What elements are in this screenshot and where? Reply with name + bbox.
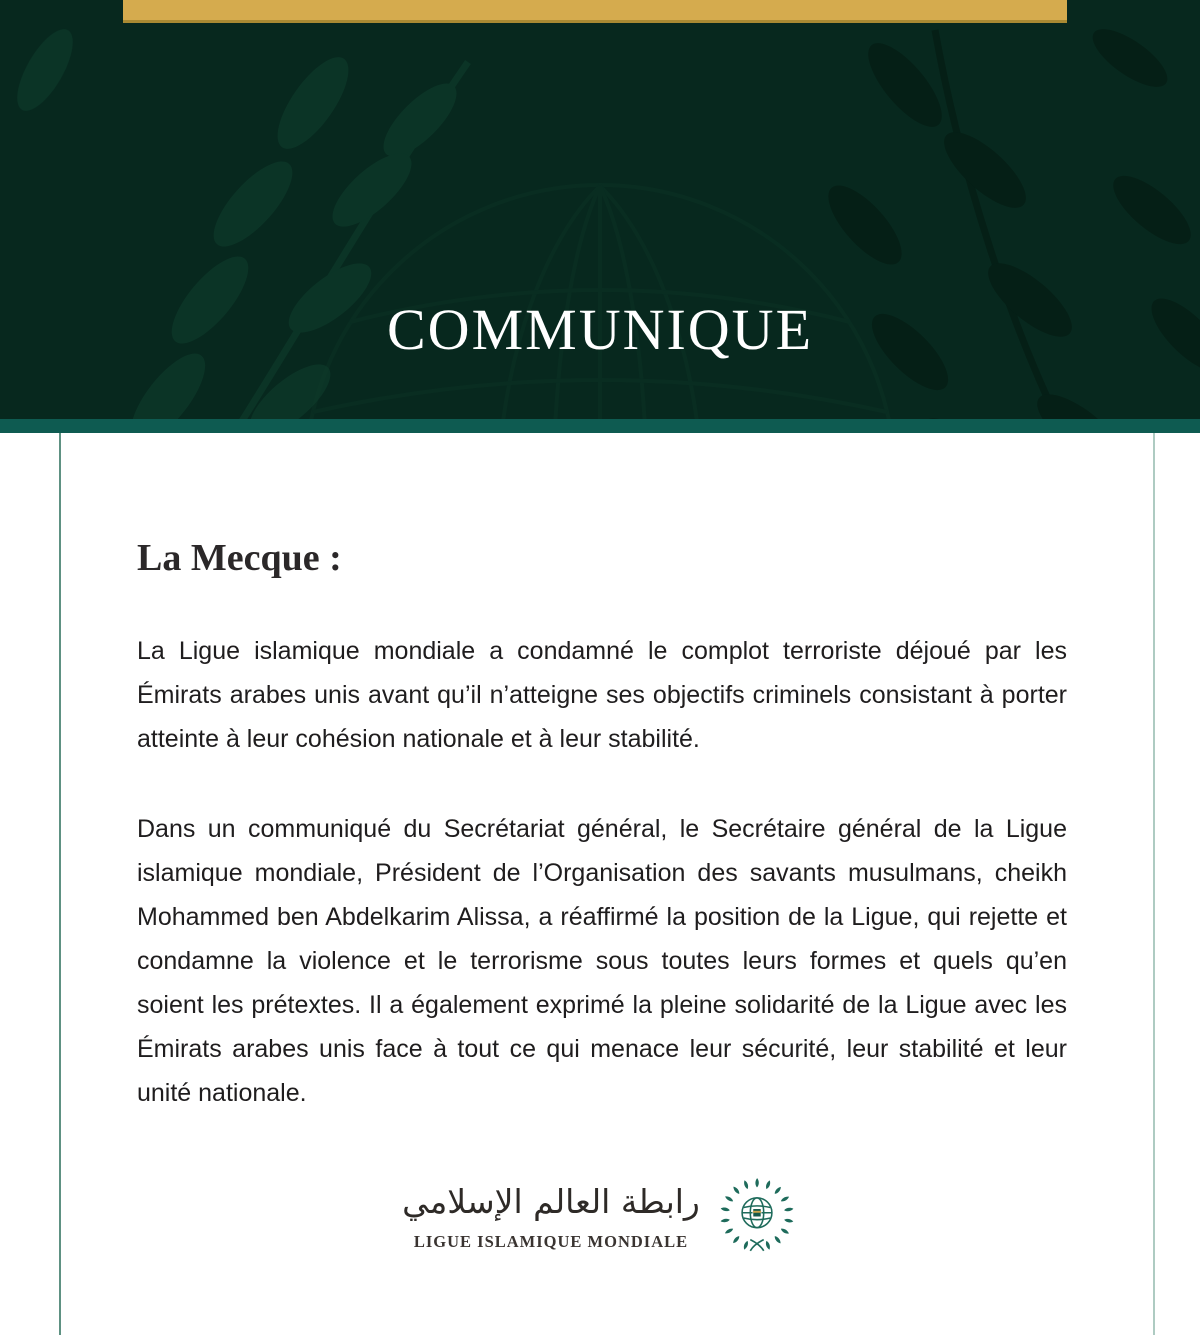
organisation-logo: [0, 1172, 1200, 1258]
header-divider: [0, 419, 1200, 433]
paragraph-2: Dans un communiqué du Secrétariat général, le Secrétaire général de la Ligue islamique mondiale, Président de l’Organisation des savants musulmans, cheikh Mohammed ben Abdelkarim Alissa, a réaffirmé la position de la Ligue, qui rejette et condamne la violence et le terrorisme sous toutes leurs formes et quels qu’en soient les prétextes. Il a également exprimé la pleine solidarité de la Ligue avec les Émirats arabes unis face à tout ce qui menace leur sécurité, leur stabilité et leur unité nationale.: [137, 815, 1067, 1107]
header-banner: [0, 0, 1200, 419]
paragraph-1: La Ligue islamique mondiale a condamné le complot terroriste déjoué par les Émirats arabes unis avant qu’il n’atteigne ses objectifs criminels consistant à porter atteinte à leur cohésion nationale et à leur stabilité.: [137, 637, 1067, 753]
organisation-name-arabic: رابطة العالم الإسلامي: [402, 1182, 700, 1221]
organisation-logo-text: [402, 1178, 700, 1252]
dateline-heading: La Mecque :: [137, 537, 342, 579]
page-title: COMMUNIQUE: [387, 297, 813, 362]
kaaba-icon: [753, 1209, 761, 1217]
gold-accent-bar: [123, 0, 1067, 23]
globe-wreath-emblem-icon: [716, 1172, 798, 1258]
organisation-name-latin: LIGUE ISLAMIQUE MONDIALE: [413, 1232, 689, 1251]
